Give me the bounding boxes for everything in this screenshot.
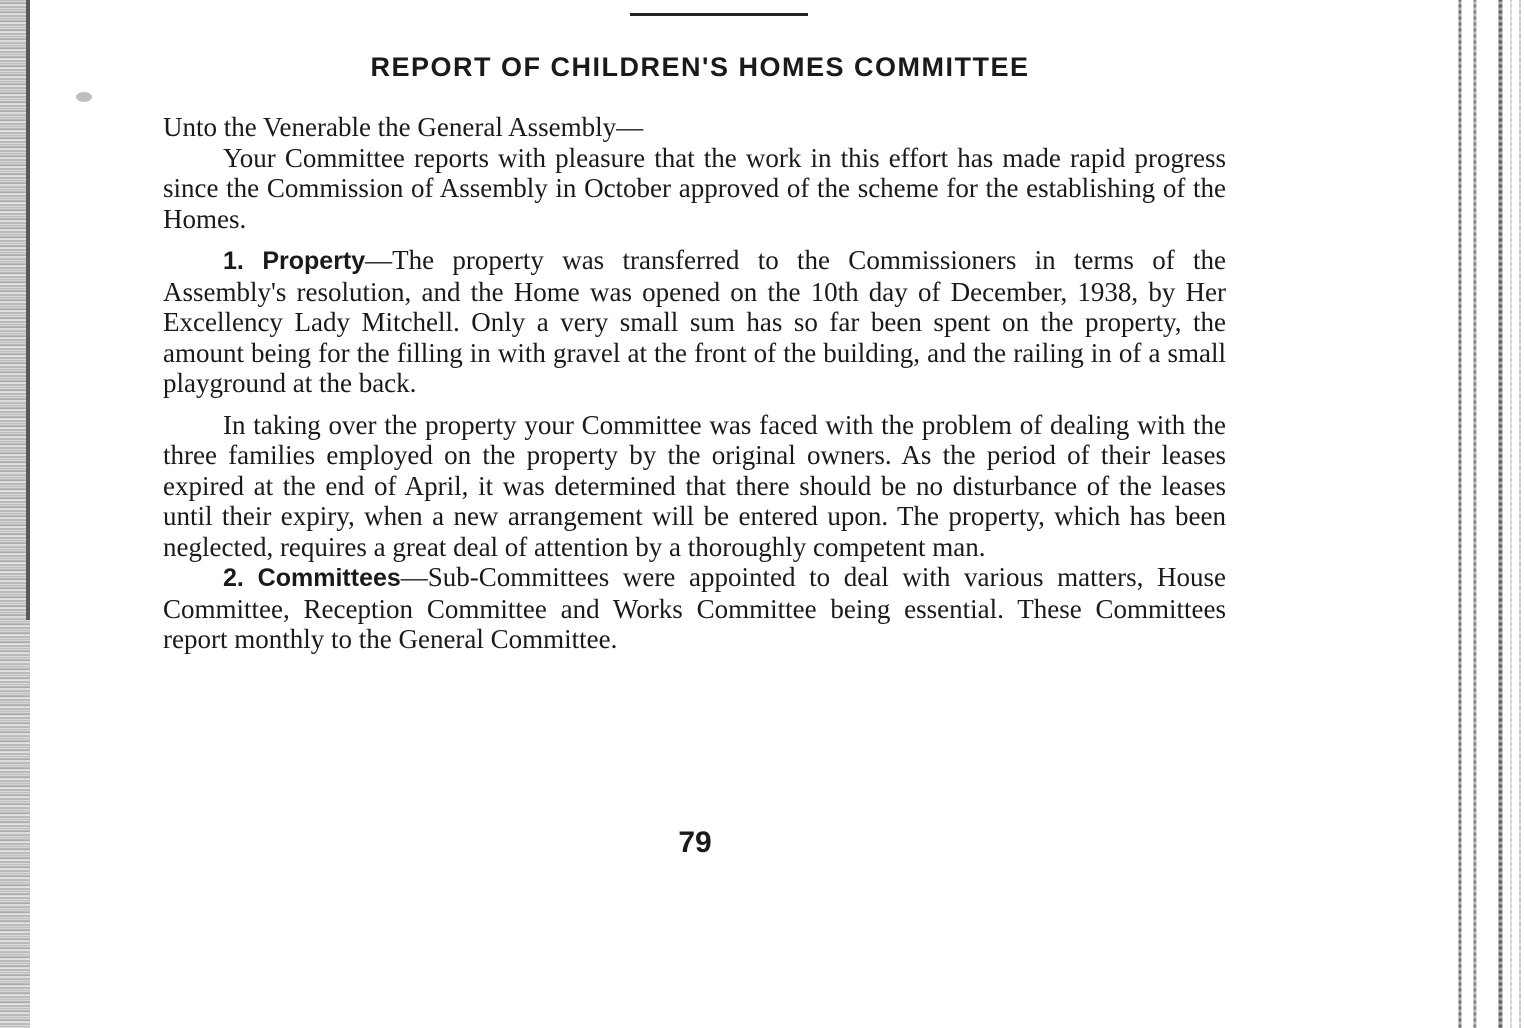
salutation: Unto the Venerable the General Assembly—	[163, 112, 644, 142]
section-text-property: —The property was transferred to the Commissioners in terms of the Assembly's resolution, and the Home was opened on the 10th day of December, 1938, by Her Excellency Lady Mitchell. Only a very small sum has so far been spent on the property, the amount being for the filling in with gravel at the front of the building, and the railing in of a small playground at the back.	[163, 245, 1226, 398]
page-number: 79	[678, 826, 712, 859]
section-text-committees: —Sub-Committees were appointed to deal with various matters, House Committee, Reception Committee and Works Committee being essential. These Committees report monthly to the General Committee.	[163, 562, 1226, 654]
page-stack-edge-right	[1425, 0, 1525, 1028]
document-title-text: REPORT OF CHILDREN'S HOMES COMMITTEE	[370, 52, 1030, 82]
section-heading-property: 1. Property	[223, 247, 366, 275]
section-property-continued	[163, 410, 1226, 563]
document-title	[0, 52, 1400, 83]
document-body	[163, 112, 1226, 655]
section-committees	[163, 562, 1226, 655]
section-text-property-continued: In taking over the property your Committee was faced with the problem of dealing with the three families employed on the property by the original owners. As the period of their leases expired at the end of April, it was determined that there should be no disturbance of the leases until their expiry, when a new arrangement will be entered upon. The property, which has been neglected, requires a great deal of attention by a thoroughly competent man.	[163, 409, 1226, 562]
ink-smudge	[76, 92, 92, 102]
section-property	[163, 245, 1226, 399]
section-heading-committees: 2. Committees	[223, 564, 401, 592]
intro-paragraph: Your Committee reports with pleasure that the work in this effort has made rapid progress since the Commission of Assembly in October approved of the scheme for the establishing of the Homes.	[163, 142, 1226, 234]
page-binding-edge-left	[0, 0, 30, 1028]
header-rule	[630, 13, 808, 16]
